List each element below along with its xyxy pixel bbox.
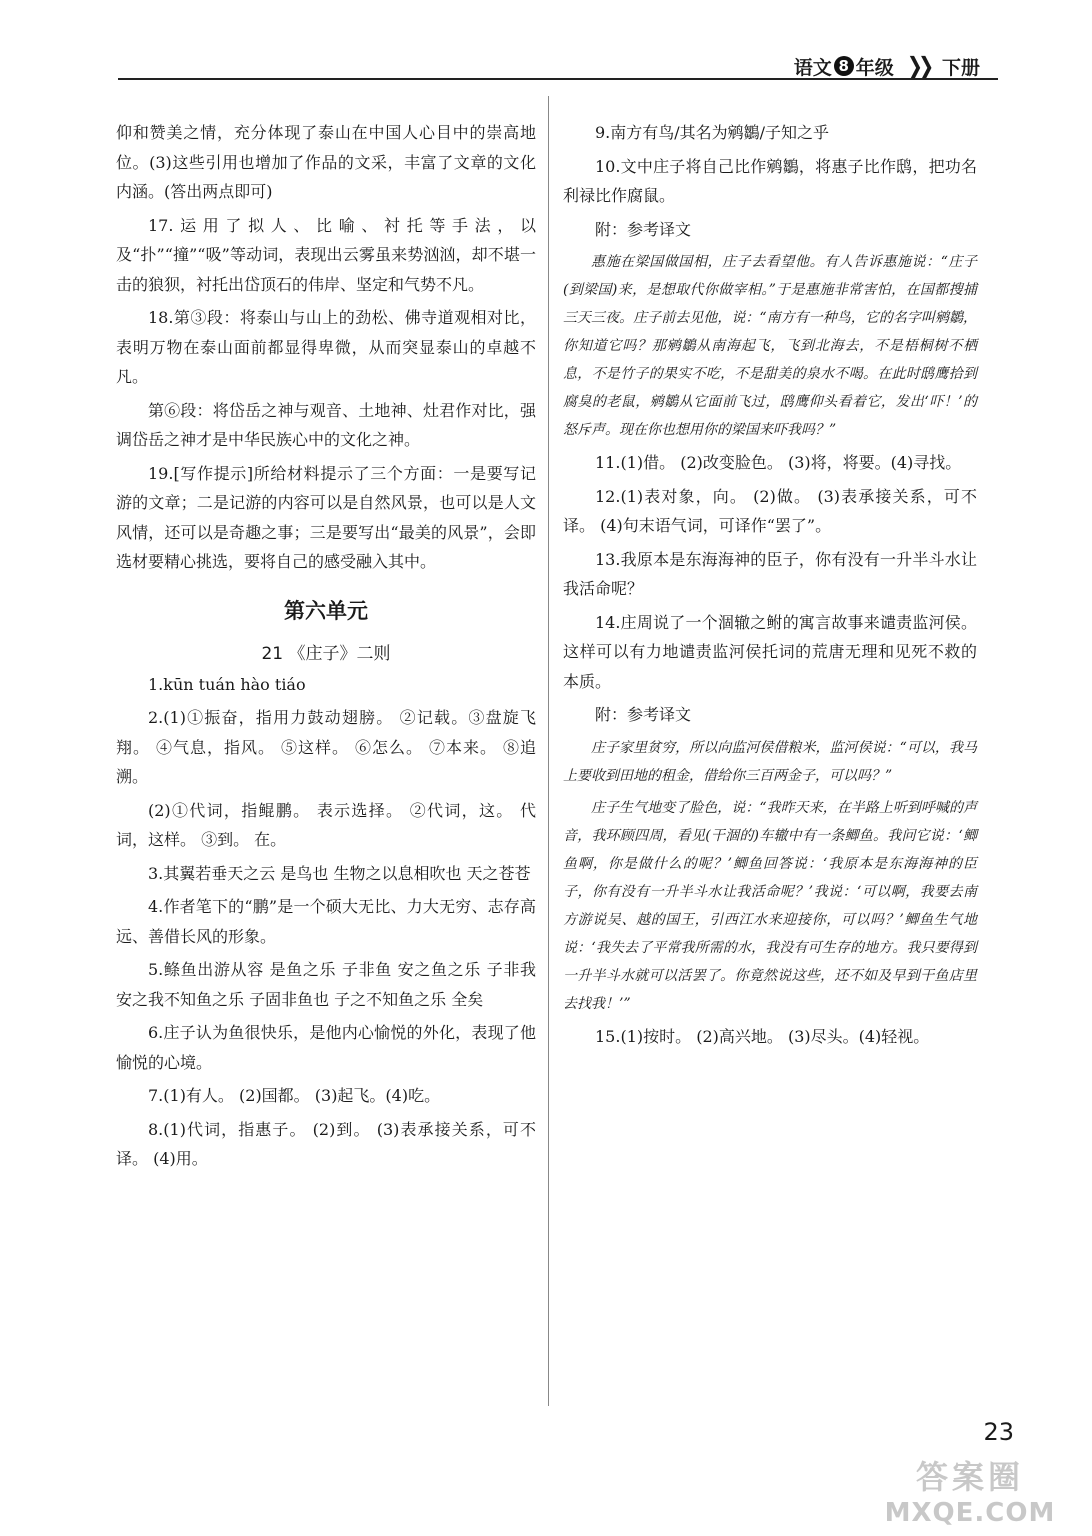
answer-11: 11.(1)借。 (2)改变脸色。 (3)将，将要。(4)寻找。 <box>595 453 962 472</box>
answer-14: 14.庄周说了一个涸辙之鲋的寓言故事来谴责监河侯。这样可以有力地谴责监河侯托词的荒唐无理和见死不救的本质。 <box>563 612 977 691</box>
watermark-logo: 答案圈 <box>915 1458 1024 1496</box>
lesson-title: 21 《庄子》二则 <box>261 643 391 664</box>
answer-15: 15.(1)按时。 (2)高兴地。 (3)尽头。(4)轻视。 <box>595 1026 930 1046</box>
answer-18-cont: 第⑥段：将岱岳之神与观音、土地神、灶君作对比，强调岱岳之神才是中华民族心中的文化之神。 <box>116 400 536 449</box>
answer-12: 12.(1)表对象，向。 (2)做。 (3)表承接关系，可不译。 (4)句末语气词，可译作“罢了”。 <box>563 486 977 535</box>
answer-9: 9.南方有鸟/其名为鹓鶵/子知之乎 <box>595 123 830 142</box>
subject-label: 语文 <box>793 56 832 79</box>
answer-17: 17.运用了拟人、比喻、衬托等手法，以及“扑”“撞”“吸”等动词，表现出云雾虽来势汹汹，却不堪一击的狼狈，衬托出岱顶石的伟岸、坚定和气势不凡。 <box>116 215 536 294</box>
lesson-answer-3: 3.其翼若垂天之云 是鸟也 生物之以息相吹也 天之苍苍 <box>148 863 531 883</box>
lesson-answer-7: 7.(1)有人。 (2)国都。 (3)起飞。(4)吃。 <box>148 1086 441 1105</box>
header-rule <box>118 78 998 80</box>
column-divider <box>548 96 549 1406</box>
answer-continued: 仰和赞美之情，充分体现了泰山在中国人心目中的崇高地位。(3)这些引用也增加了作品的文采，丰富了文章的文化内涵。(答出两点即可) <box>116 123 536 201</box>
grade-number-badge: 8 <box>834 56 854 76</box>
page-header <box>118 44 998 80</box>
double-chevron-icon: ❯❯ <box>906 52 930 80</box>
right-column <box>563 118 977 1055</box>
unit-title: 第六单元 <box>284 598 368 623</box>
answer-19: 19.[写作提示]所给材料提示了三个方面：一是要写记游的文章；二是记游的内容可以是自然风景，也可以是人文风情，还可以是奇趣之事；三是要写出“最美的风景”，会即选材要精心挑选，要将自己的感受融入其中。 <box>116 463 536 571</box>
answer-18: 18.第③段：将泰山与山上的劲松、佛寺道观相对比，表明万物在泰山面前都显得卑微，从而突显泰山的卓越不凡。 <box>116 308 536 386</box>
reference-translation-2b: 庄子生气地变了脸色，说：“我昨天来，在半路上听到呼喊的声音，我环顾四周，看见(干涸的)车辙中有一条鲫鱼。我问它说：‘鲫鱼啊，你是做什么的呢？’鲫鱼回答说：‘我原本是东海海神的臣子，你有没有一升半斗水让我活命呢？’我说：‘可以啊，我要去南方游说吴、越的国王，引西江水来迎接你，可以吗？’鲫鱼生气地说：‘我失去了平常我所需的水，我没有可生存的地方。我只要得到一升半斗水就可以活罢了。你竟然说这些，还不如及早到干鱼店里去找我！’” <box>563 799 977 1012</box>
answer-13: 13.我原本是东海海神的臣子，你有没有一升半斗水让我活命呢？ <box>563 549 977 598</box>
reference-translation-1: 惠施在梁国做国相，庄子去看望他。有人告诉惠施说：“庄子(到梁国)来，是想取代你做宰相。”于是惠施非常害怕，在国都搜捕三天三夜。庄子前去见他，说：“南方有一种鸟，它的名字叫鹓鶵，你知道它吗？那鹓鶵从南海起飞，飞到北海去，不是梧桐树不栖息，不是竹子的果实不吃，不是甜美的泉水不喝。在此时鸱鹰拾到腐臭的老鼠，鹓鶵从它面前飞过，鸱鹰仰头看着它，发出‘吓！’的怒斥声。现在你也想用你的梁国来吓我吗？” <box>563 254 977 438</box>
left-column <box>116 118 536 1178</box>
grade-suffix: 年级 <box>855 56 894 79</box>
lesson-answer-2: 2.(1)①振奋，指用力鼓动翅膀。 ②记载。③盘旋飞翔。 ④气息，指风。 ⑤这样。 ⑥怎么。 ⑦本来。 ⑧追溯。 <box>116 708 536 786</box>
lesson-answer-6: 6.庄子认为鱼很快乐，是他内心愉悦的外化，表现了他愉悦的心境。 <box>116 1023 536 1072</box>
appendix-label-2: 附：参考译文 <box>595 705 692 724</box>
appendix-label-1: 附：参考译文 <box>595 219 692 239</box>
volume-label: 下册 <box>941 56 980 79</box>
lesson-answer-4: 4.作者笔下的“鹏”是一个硕大无比、力大无穷、志存高远、善借长风的形象。 <box>116 897 536 946</box>
lesson-answer-8: 8.(1)代词，指惠子。 (2)到。 (3)表承接关系，可不译。 (4)用。 <box>116 1119 536 1168</box>
lesson-answer-5: 5.鲦鱼出游从容 是鱼之乐 子非鱼 安之鱼之乐 子非我 安之我不知鱼之乐 子固非鱼也 子之不知鱼之乐 全矣 <box>116 960 536 1009</box>
watermark-url: MXQE.COM <box>884 1498 1056 1528</box>
reference-translation-2a: 庄子家里贫穷，所以向监河侯借粮米，监河侯说：“可以，我马上要收到田地的租金，借给你三百两金子，可以吗？” <box>563 739 977 784</box>
answer-10: 10.文中庄子将自己比作鹓鶵，将惠子比作鸱，把功名利禄比作腐鼠。 <box>563 156 977 205</box>
watermark <box>870 1452 1070 1528</box>
lesson-answer-2-part2: (2)①代词，指鲲鹏。 表示选择。 ②代词，这。 代词，这样。 ③到。 在。 <box>116 800 536 849</box>
book-title <box>794 52 980 80</box>
lesson-answer-1: 1.kūn tuán hào tiáo <box>148 674 306 694</box>
page-number: 23 <box>983 1418 1014 1446</box>
